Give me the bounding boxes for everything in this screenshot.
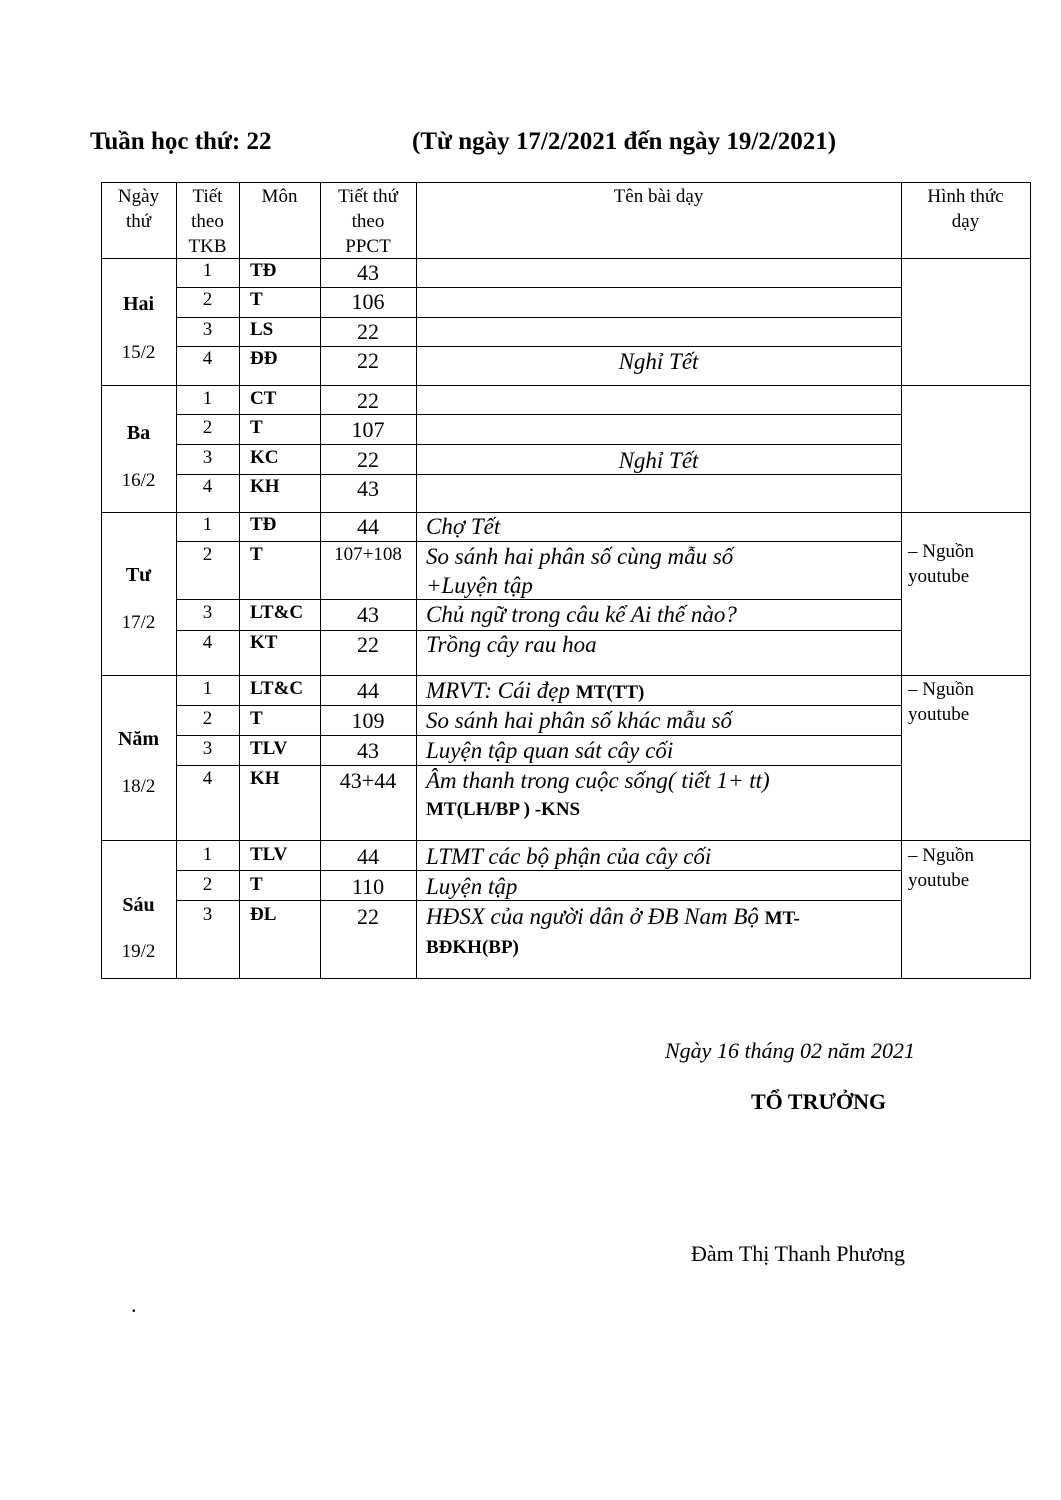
ppct-number: 22 (357, 447, 379, 472)
ppct-number: 107+108 (334, 544, 402, 565)
subject-code: T (250, 544, 263, 565)
period-number: 3 (202, 319, 213, 340)
lesson-title: Chủ ngữ trong câu kể Ai thế nào? (426, 602, 737, 627)
subject-code: TLV (250, 738, 288, 759)
lesson-tag: MT(LH/BP ) -KNS (426, 799, 581, 820)
ppct-number: 44 (357, 678, 379, 703)
lesson-title: So sánh hai phân số khác mẫu số (426, 708, 733, 733)
day-name: Hai (122, 293, 155, 315)
subject-code: TLV (250, 844, 288, 865)
ppct-number: 22 (357, 388, 379, 413)
ppct-number: 106 (351, 289, 385, 314)
lesson-title: Chợ Tết (426, 514, 501, 539)
period-number: 4 (202, 632, 213, 653)
lesson-title: LTMT các bộ phận của cây cối (426, 844, 712, 869)
subject-code: T (250, 708, 263, 729)
lesson-title: Âm thanh trong cuộc sống( tiết 1+ tt) MT(LH/BP ) -KNS (426, 766, 770, 824)
period-number: 4 (202, 476, 213, 497)
day-date: 18/2 (121, 776, 156, 797)
period-number: 2 (202, 417, 213, 438)
subject-code: T (250, 417, 263, 438)
day-name: Ba (126, 422, 151, 444)
subject-code: TĐ (250, 514, 277, 535)
lesson-tag: MT(TT) (575, 682, 645, 703)
period-number: 2 (202, 544, 213, 565)
period-number: 2 (202, 708, 213, 729)
period-number: 3 (202, 904, 213, 925)
signature-title: TỔ TRƯỞNG (751, 1089, 887, 1114)
method-note: – Nguồn youtube (908, 845, 974, 891)
lesson-tag: MT- (764, 908, 800, 929)
period-number: 2 (202, 874, 213, 895)
header-day: Ngày thứ (117, 186, 160, 232)
subject-code: KT (250, 632, 278, 653)
lesson-title: MRVT: Cái đẹp MT(TT) (426, 678, 645, 703)
subject-code: LT&C (250, 602, 304, 623)
day-date: 15/2 (121, 342, 156, 363)
lesson-title: Luyện tập (426, 874, 518, 899)
subject-code: LT&C (250, 678, 304, 699)
lesson-title: Nghỉ Tết (618, 448, 699, 473)
period-number: 4 (202, 768, 213, 789)
period-number: 1 (202, 388, 213, 409)
header-ppct: Tiết thứ theo PPCT (338, 186, 398, 257)
lesson-title: Trồng cây rau hoa (426, 632, 597, 657)
method-note: – Nguồn youtube (908, 541, 974, 587)
day-date: 19/2 (121, 941, 156, 962)
subject-code: TĐ (250, 260, 277, 281)
subject-code: ĐĐ (250, 348, 278, 369)
subject-code: CT (250, 388, 277, 409)
subject-code: ĐL (250, 904, 277, 925)
ppct-number: 22 (357, 319, 379, 344)
header-tkb: Tiết theo TKB (188, 186, 227, 257)
ppct-number: 43 (357, 738, 379, 763)
day-date: 16/2 (121, 470, 156, 491)
period-number: 1 (202, 514, 213, 535)
header-subject: Môn (261, 186, 298, 207)
period-number: 1 (202, 260, 213, 281)
ppct-number: 44 (357, 844, 379, 869)
week-title: Tuần học thứ: 22 (90, 128, 272, 155)
period-number: 3 (202, 447, 213, 468)
header-lesson: Tên bài dạy (613, 186, 704, 207)
ppct-number: 43 (357, 260, 379, 285)
lesson-title: HĐSX của người dân ở ĐB Nam Bộ MT- BĐKH(BP) (426, 902, 800, 962)
lesson-tag: BĐKH(BP) (426, 937, 519, 958)
ppct-number: 22 (357, 904, 379, 929)
header-method: Hình thức dạy (927, 186, 1004, 232)
period-number: 2 (202, 289, 213, 310)
day-date: 17/2 (121, 612, 156, 633)
period-number: 3 (202, 602, 213, 623)
lesson-title: So sánh hai phân số cùng mẫu số +Luyện tập (426, 544, 734, 598)
day-name: Tư (125, 564, 152, 586)
ppct-number: 43 (357, 476, 379, 501)
subject-code: KH (250, 768, 280, 789)
period-number: 1 (202, 844, 213, 865)
ppct-number: 107 (351, 417, 385, 442)
ppct-number: 43+44 (339, 768, 397, 793)
stray-dot: . (131, 1292, 137, 1317)
signature-name: Đàm Thị Thanh Phương (691, 1241, 906, 1266)
subject-code: T (250, 874, 263, 895)
ppct-number: 109 (351, 708, 385, 733)
ppct-number: 22 (357, 348, 379, 373)
period-number: 1 (202, 678, 213, 699)
signature-date: Ngày 16 tháng 02 năm 2021 (665, 1038, 915, 1063)
period-number: 4 (202, 348, 213, 369)
ppct-number: 110 (351, 874, 385, 899)
subject-code: KH (250, 476, 280, 497)
ppct-number: 22 (357, 632, 379, 657)
ppct-number: 43 (357, 602, 379, 627)
lesson-title: Luyện tập quan sát cây cối (426, 738, 674, 763)
day-name: Năm (117, 728, 160, 750)
subject-code: T (250, 289, 263, 310)
date-range-title: (Từ ngày 17/2/2021 đến ngày 19/2/2021) (412, 128, 837, 155)
lesson-title: Nghỉ Tết (618, 349, 699, 374)
period-number: 3 (202, 738, 213, 759)
subject-code: KC (250, 447, 279, 468)
method-note: – Nguồn youtube (908, 679, 974, 725)
ppct-number: 44 (357, 514, 379, 539)
day-name: Sáu (122, 894, 155, 916)
subject-code: LS (250, 319, 274, 340)
